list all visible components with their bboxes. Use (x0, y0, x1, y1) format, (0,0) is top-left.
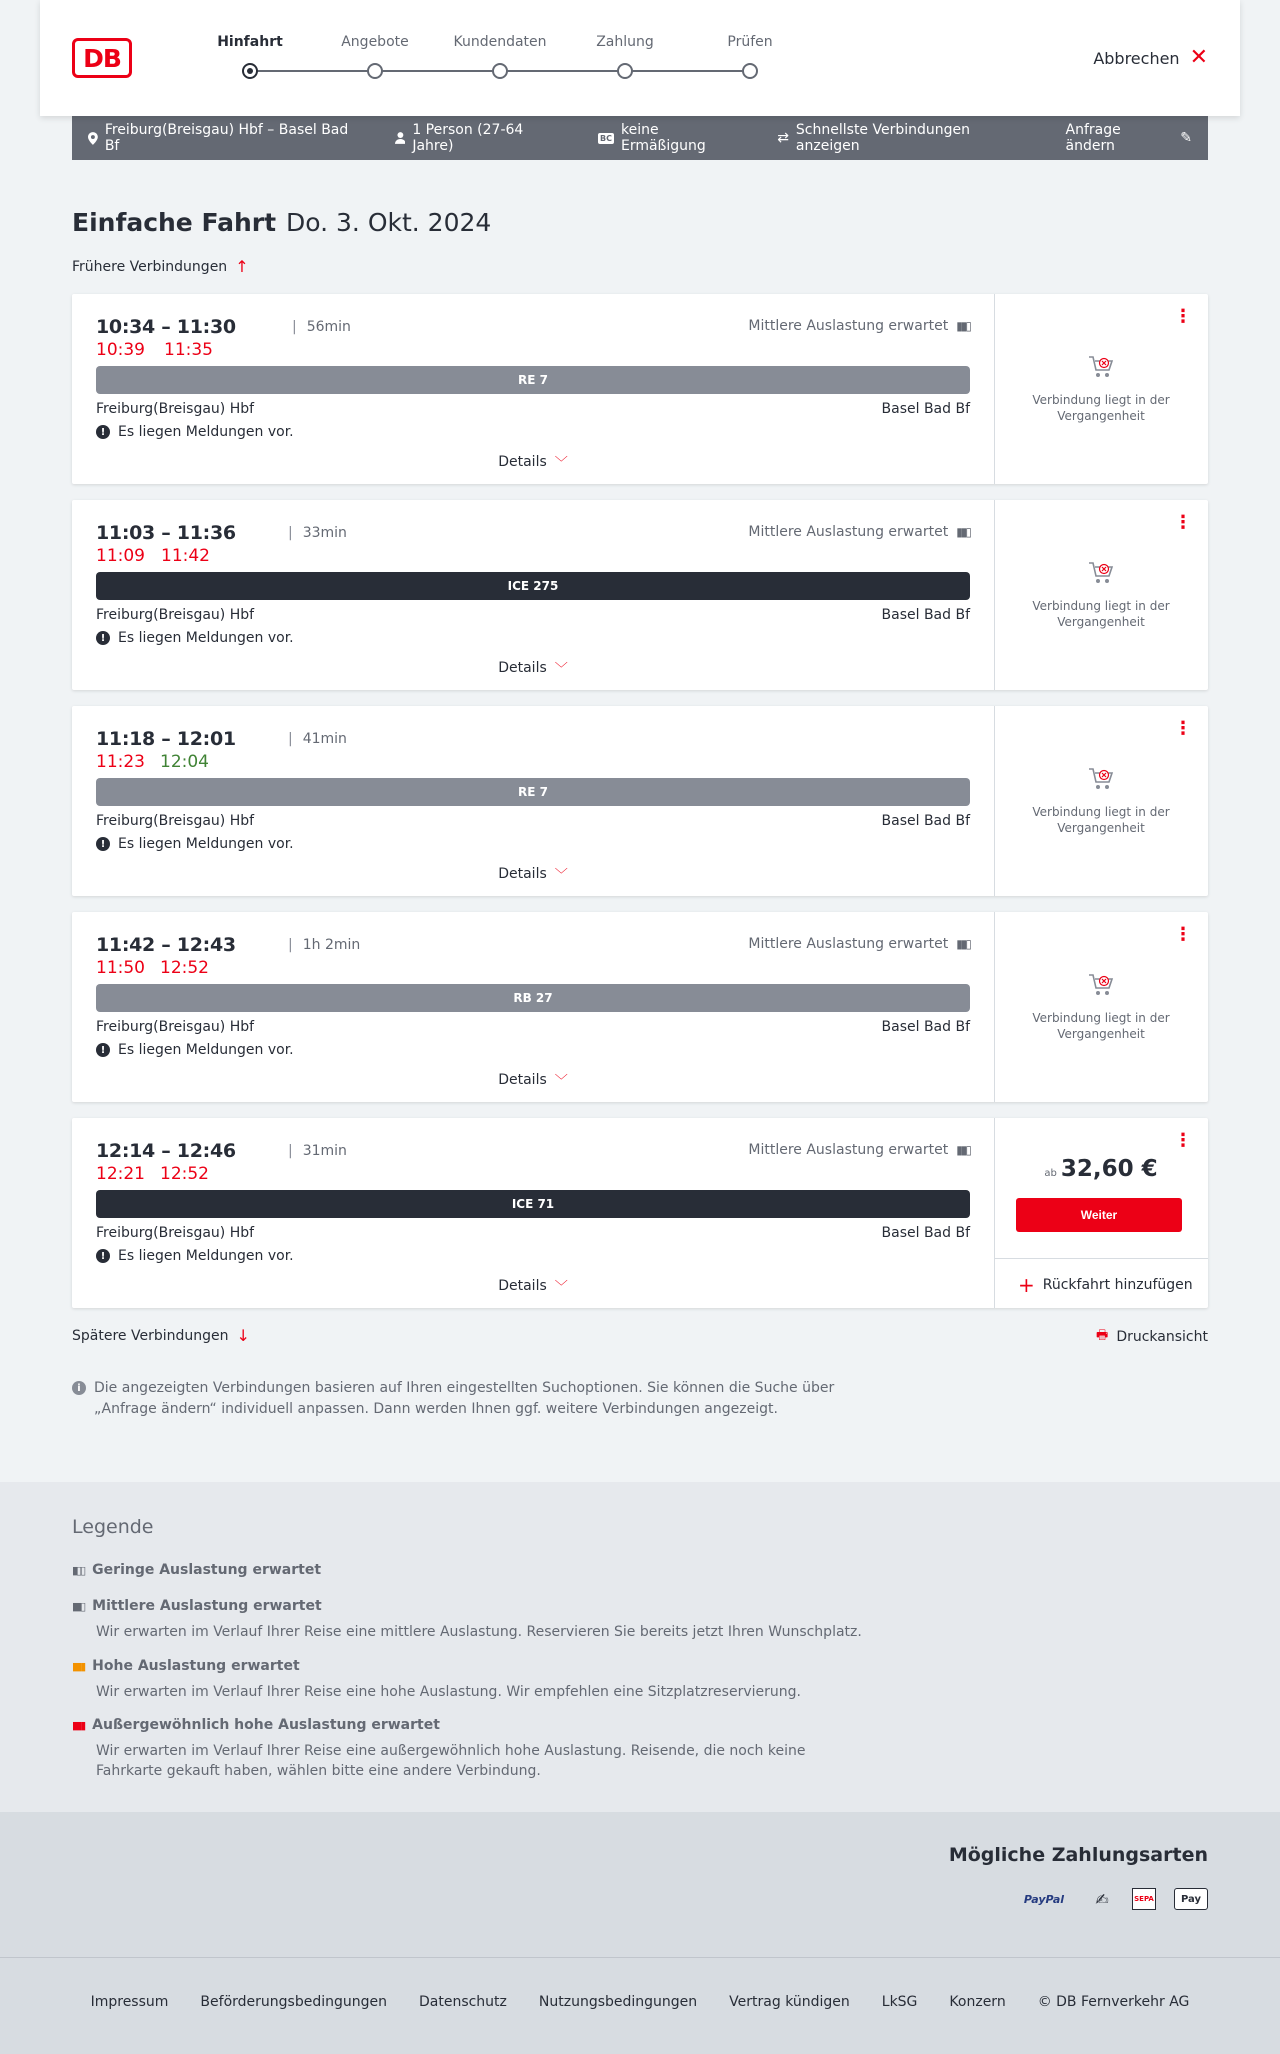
later-connections-link[interactable] (72, 1326, 250, 1345)
planned-times: 12:14 – 12:46 (96, 1140, 236, 1162)
realtime-arrival: 11:35 (164, 340, 213, 360)
message-notice: ! Es liegen Meldungen vor. (96, 424, 294, 440)
edit-request-button[interactable] (1066, 122, 1192, 154)
train-bar[interactable]: RE 7 (96, 366, 970, 394)
step-dot-pruefen (742, 63, 758, 79)
earlier-connections-link[interactable] (72, 257, 249, 276)
cancel-button[interactable] (1093, 47, 1208, 69)
realtime-departure: 11:23 (96, 752, 145, 772)
occupancy-high-icon: ▮▮▮ (72, 1659, 85, 1673)
details-toggle[interactable]: Details ﹀ (498, 1277, 568, 1295)
footer-link-nutzungsbedingungen[interactable]: Nutzungsbedingungen (538, 1994, 698, 2010)
legend-item-exceptional: ▮▮▮ Außergewöhnlich hohe Auslastung erwartet Wir erwarten im Verlauf Ihrer Reise eine außergewöhnlich hohe Auslastung. Reisende, die noch keine Fahrkarte gekauft haben, wählen bitte eine andere Verbindung. (72, 1717, 806, 1779)
duration: | 33min (288, 525, 347, 541)
step-dot-kundendaten (492, 63, 508, 79)
chevron-down-icon: ﹀ (554, 868, 568, 883)
plus-icon: + (1018, 1273, 1035, 1297)
pencil-icon: ✎ (1180, 130, 1193, 146)
search-summary-bar (72, 116, 1208, 160)
print-label: Druckansicht (1116, 1329, 1208, 1345)
db-logo[interactable]: DB (72, 38, 132, 78)
traveller-text: 1 Person (27-64 Jahre) (412, 122, 524, 154)
discount-text: keine Ermäßigung (620, 122, 706, 154)
alert-icon: ! (96, 1249, 110, 1263)
footer-link-konzern[interactable]: Konzern (949, 1994, 1006, 2010)
price: ab 32,60 € (1044, 1156, 1158, 1182)
occupancy-info: Mittlere Auslastung erwartet ▮▮▯ (748, 936, 970, 952)
print-view-link[interactable] (1096, 1326, 1208, 1348)
direct-debit-icon: ✍ (1095, 1889, 1109, 1909)
past-connection-notice: Verbindung liegt in der Vergangenheit (994, 972, 1208, 1042)
occupancy-info: Mittlere Auslastung erwartet ▮▮▯ (748, 524, 970, 540)
occupancy-medium-icon: ▮▮▯ (956, 937, 970, 951)
past-connection-notice: Verbindung liegt in der Vergangenheit (994, 354, 1208, 424)
arrival-station: Basel Bad Bf (881, 1225, 970, 1241)
step-label-angebote: Angebote (341, 34, 409, 50)
departure-station: Freiburg(Breisgau) Hbf (96, 1019, 255, 1035)
step-label-kundendaten: Kundendaten (453, 34, 547, 50)
chevron-down-icon: ﹀ (554, 1074, 568, 1089)
connection-card[interactable] (72, 912, 1208, 1102)
duration: | 31min (288, 1143, 347, 1159)
footer-link-befoerderungsbedingungen[interactable]: Beförderungsbedingungen (200, 1994, 387, 2010)
arrival-station: Basel Bad Bf (881, 813, 970, 829)
realtime-arrival: 11:42 (161, 546, 210, 566)
location-pin-icon (88, 132, 98, 145)
cart-unavailable-icon (1087, 766, 1115, 792)
trip-type: Einfache Fahrt (72, 208, 277, 237)
bahncard-icon: BC (600, 133, 612, 143)
card-divider (994, 1118, 995, 1308)
step-dot-angebote (367, 63, 383, 79)
connection-card[interactable] (72, 500, 1208, 690)
edit-request-label: Anfrage ändern (1065, 122, 1121, 154)
planned-times: 11:03 – 11:36 (96, 522, 236, 544)
legend-item-medium: ▮▮▯ Mittlere Auslastung erwartet Wir erwarten im Verlauf Ihrer Reise eine mittlere Auslastung. Reservieren Sie bereits jetzt Ihren Wunschplatz. (72, 1598, 862, 1640)
footer (0, 1957, 1280, 2054)
connection-card[interactable] (72, 706, 1208, 896)
step-dot-zahlung (617, 63, 633, 79)
planned-times: 11:18 – 12:01 (96, 728, 236, 750)
message-notice: ! Es liegen Meldungen vor. (96, 630, 294, 646)
occupancy-medium-icon: ▮▮▯ (956, 1143, 970, 1157)
footer-links (0, 1994, 1280, 2010)
details-toggle[interactable]: Details ﹀ (498, 659, 568, 677)
route-info (88, 122, 363, 154)
sepa-logo: SEPA (1132, 1888, 1156, 1910)
occupancy-info: Mittlere Auslastung erwartet ▮▮▯ (748, 1142, 970, 1158)
legend-item-low: ▮▯▯ Geringe Auslastung erwartet (72, 1562, 322, 1578)
add-return-trip-button[interactable]: + Rückfahrt hinzufügen (1018, 1273, 1193, 1297)
details-toggle[interactable]: Details ﹀ (498, 1071, 568, 1089)
alert-icon: ! (96, 425, 110, 439)
cart-unavailable-icon (1087, 560, 1115, 586)
legend-item-high: ▮▮▮ Hohe Auslastung erwartet Wir erwarten im Verlauf Ihrer Reise eine hohe Auslastung. Wir empfehlen eine Sitzplatzreservierung. (72, 1658, 801, 1700)
apple-pay-logo: Pay (1174, 1888, 1208, 1910)
planned-times: 10:34 – 11:30 (96, 316, 236, 338)
more-options-icon[interactable]: ⋮ (1174, 718, 1192, 739)
more-options-icon[interactable]: ⋮ (1174, 512, 1192, 533)
payment-title: Mögliche Zahlungsarten (948, 1844, 1208, 1866)
traveller-info (395, 122, 566, 154)
footer-link-lksg[interactable]: LkSG (881, 1994, 918, 2010)
step-label-hinfahrt: Hinfahrt (217, 34, 283, 50)
realtime-departure: 11:50 (96, 958, 145, 978)
chevron-down-icon: ﹀ (554, 662, 568, 677)
header (40, 0, 1240, 116)
train-bar[interactable]: RE 7 (96, 778, 970, 806)
occupancy-exceptional-icon: ▮▮▮ (72, 1718, 85, 1732)
step-dot-hinfahrt (242, 63, 258, 79)
alert-icon: ! (96, 631, 110, 645)
discount-info (598, 122, 745, 154)
cancel-label: Abbrechen (1093, 48, 1180, 68)
fastest-text: Schnellste Verbindungen anzeigen (795, 122, 971, 154)
message-notice: ! Es liegen Meldungen vor. (96, 1042, 294, 1058)
departure-station: Freiburg(Breisgau) Hbf (96, 1225, 255, 1241)
realtime-arrival: 12:52 (160, 1164, 209, 1184)
departure-station: Freiburg(Breisgau) Hbf (96, 401, 255, 417)
more-options-icon[interactable]: ⋮ (1174, 1130, 1192, 1151)
later-label: Spätere Verbindungen (72, 1327, 229, 1344)
chevron-down-icon: ﹀ (554, 456, 568, 471)
train-bar[interactable]: ICE 71 (96, 1190, 970, 1218)
past-connection-notice: Verbindung liegt in der Vergangenheit (994, 766, 1208, 836)
payment-methods-section (0, 1812, 1280, 1957)
past-connection-notice: Verbindung liegt in der Vergangenheit (994, 560, 1208, 630)
swap-arrows-icon: ⇄ (777, 130, 789, 146)
realtime-departure: 10:39 (96, 340, 145, 360)
train-bar[interactable]: RB 27 (96, 984, 970, 1012)
duration: | 1h 2min (288, 937, 361, 953)
earlier-label: Frühere Verbindungen (72, 258, 228, 275)
occupancy-low-icon: ▮▯▯ (72, 1563, 85, 1577)
page-title (72, 208, 491, 237)
message-notice: ! Es liegen Meldungen vor. (96, 836, 294, 852)
arrival-station: Basel Bad Bf (881, 1019, 970, 1035)
fastest-option (777, 122, 1033, 154)
cart-unavailable-icon (1087, 972, 1115, 998)
occupancy-medium-icon: ▮▮▯ (72, 1599, 85, 1613)
more-options-icon[interactable]: ⋮ (1174, 306, 1192, 327)
occupancy-info: Mittlere Auslastung erwartet ▮▮▯ (748, 318, 970, 334)
train-bar[interactable]: ICE 275 (96, 572, 970, 600)
connection-card[interactable] (72, 294, 1208, 484)
alert-icon: ! (96, 837, 110, 851)
departure-station: Freiburg(Breisgau) Hbf (96, 607, 255, 623)
continue-button[interactable]: Weiter (1016, 1198, 1182, 1232)
printer-icon: 🖶 (1096, 1328, 1109, 1343)
step-label-pruefen: Prüfen (727, 34, 773, 50)
footer-link-datenschutz[interactable]: Datenschutz (418, 1994, 507, 2010)
realtime-departure: 12:21 (96, 1164, 145, 1184)
duration: | 56min (292, 319, 351, 335)
details-toggle[interactable]: Details ﹀ (498, 865, 568, 883)
trip-date: Do. 3. Okt. 2024 (286, 208, 492, 237)
arrow-down-icon: ↓ (236, 1326, 250, 1345)
arrow-up-icon: ↑ (235, 257, 249, 276)
arrival-station: Basel Bad Bf (881, 401, 970, 417)
step-label-zahlung: Zahlung (596, 34, 654, 50)
details-toggle[interactable]: Details ﹀ (498, 453, 568, 471)
search-info-note (72, 1378, 852, 1420)
realtime-departure: 11:09 (96, 546, 145, 566)
footer-link-vertrag-kuendigen[interactable]: Vertrag kündigen (729, 1994, 850, 2010)
footer-copyright: © DB Fernverkehr AG (1037, 1994, 1190, 2010)
arrival-station: Basel Bad Bf (881, 607, 970, 623)
realtime-arrival: 12:04 (160, 752, 209, 772)
legend-title: Legende (72, 1516, 154, 1538)
occupancy-medium-icon: ▮▮▯ (956, 525, 970, 539)
departure-station: Freiburg(Breisgau) Hbf (96, 813, 255, 829)
info-text: Die angezeigten Verbindungen basieren auf Ihren eingestellten Suchoptionen. Sie können die Suche über „Anfrage ändern“ individuell anpassen. Dann werden Ihnen ggf. weitere Verbindungen angezeigt. (94, 1380, 835, 1417)
route-text: Freiburg(Breisgau) Hbf – Basel Bad Bf (104, 122, 349, 154)
more-options-icon[interactable]: ⋮ (1174, 924, 1192, 945)
duration: | 41min (288, 731, 347, 747)
paypal-logo: PayPal (1023, 1892, 1065, 1906)
occupancy-medium-icon: ▮▮▯ (956, 319, 970, 333)
payment-logos (1016, 1888, 1208, 1910)
alert-icon: ! (96, 1043, 110, 1057)
close-icon: ✕ (1189, 45, 1208, 70)
cart-unavailable-icon (1087, 354, 1115, 380)
realtime-arrival: 12:52 (160, 958, 209, 978)
planned-times: 11:42 – 12:43 (96, 934, 236, 956)
person-icon (395, 132, 406, 144)
price-divider (995, 1258, 1208, 1259)
legend-section (0, 1482, 1280, 1812)
connection-card[interactable] (72, 1118, 1208, 1308)
footer-link-impressum[interactable]: Impressum (90, 1994, 169, 2010)
message-notice: ! Es liegen Meldungen vor. (96, 1248, 294, 1264)
info-icon: i (72, 1381, 86, 1395)
chevron-down-icon: ﹀ (554, 1280, 568, 1295)
